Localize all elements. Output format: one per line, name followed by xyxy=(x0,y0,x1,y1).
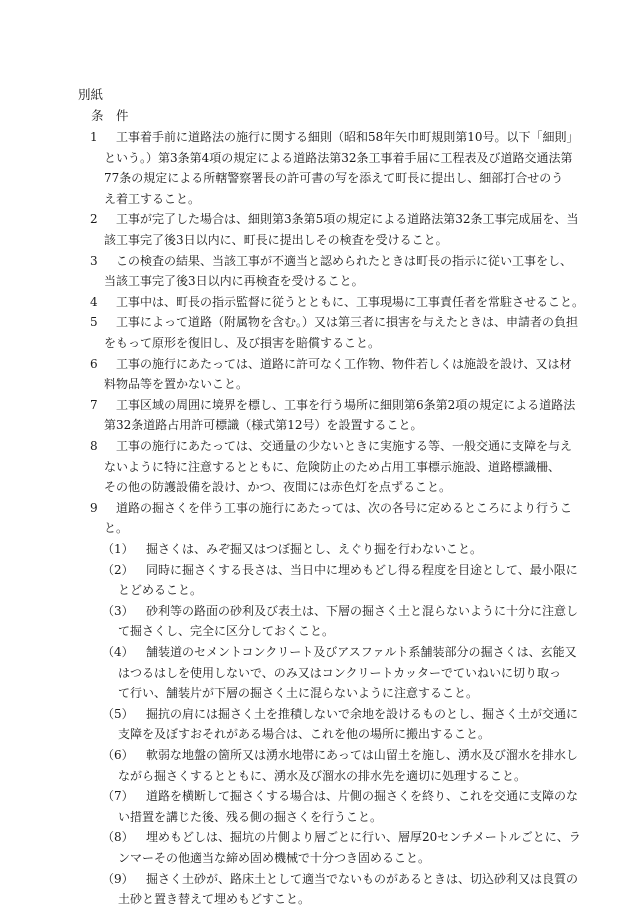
item-text-line: その他の防護設備を設け、かつ、夜間には赤色灯を点ずること。 xyxy=(104,480,452,495)
item-number: 6 xyxy=(90,356,98,371)
subitem-text-line: 同時に掘さくする長さは、当日中に埋めもどし得る程度を目途として、最小限に xyxy=(146,562,578,577)
item-number: 4 xyxy=(90,294,98,309)
item-text-line: 工事の施行にあたっては、交通量の少ないときに実施する等、一般交通に支障を与え xyxy=(116,439,573,453)
item-text-line: という。）第3条第4項の規定による道路法第32条工事着手届に工程表及び道路交通法第 xyxy=(104,150,573,165)
subitem-number: （7） xyxy=(102,789,134,804)
item-text-line: 工事区域の周囲に境界を標し、工事を行う場所に細則第6条第2項の規定による道路法 xyxy=(116,397,576,412)
item-number: 5 xyxy=(90,315,98,330)
subitem-number: （5） xyxy=(102,706,134,721)
item-text-line: 77条の規定による所轄警察署長の許可書の写を添えて町長に提出し、細部打合せのう xyxy=(104,171,564,186)
subitem-text-line: て行い、舗装片が下層の掘さく土に混らないように注意すること。 xyxy=(118,686,479,701)
item-number: 9 xyxy=(90,500,98,515)
attachment-label: 別紙 xyxy=(78,87,104,102)
item-number: 8 xyxy=(90,439,98,453)
conditions-title: 条 件 xyxy=(91,108,129,123)
subitem-number: （1） xyxy=(102,542,134,556)
item-text-line: 工事によって道路（附属物を含む。）又は第三者に損害を与えたときは、申請者の負担 xyxy=(116,315,579,330)
subitem-number: （9） xyxy=(102,871,134,886)
subitem-text-line: 軟弱な地盤の箇所又は湧水地帯にあっては山留土を施し、湧水及び溜水を排水し xyxy=(146,748,578,762)
subitem-text-line: はつるはしを使用しないで、のみ又はコンクリートカッターでていねいに切り取っ xyxy=(118,665,562,680)
subitem-text-line: とどめること。 xyxy=(118,583,203,598)
item-text-line: をもって原形を復旧し、及び損害を賠償すること。 xyxy=(104,336,381,350)
subitem-text-line: 道路を横断して掘さくする場合は、片側の掘さくを終り、これを交通に支障のな xyxy=(146,789,579,804)
subitem-text-line: 砂利等の路面の砂利及び表土は、下層の掘さく土と混らないように十分に注意し xyxy=(146,603,579,618)
item-text-line: この検査の結果、当該工事が不適当と認められたときは町長の指示に従い工事をし、 xyxy=(116,253,573,268)
item-number: 7 xyxy=(90,397,98,412)
item-text-line: 工事の施行にあたっては、道路に許可なく工作物、物件若しくは施設を設け、又は材 xyxy=(116,356,572,371)
subitem-text-line: 掘さくは、みぞ掘又はつぼ掘とし、えぐり掘を行わないこと。 xyxy=(146,542,483,556)
subitem-text-line: ンマーその他適当な締め固め機械で十分つき固めること。 xyxy=(118,851,431,865)
item-number: 3 xyxy=(90,253,98,268)
item-text-line: 工事着手前に道路法の施行に関する細則（昭和58年矢巾町規則第10号。以下「細則」 xyxy=(116,130,579,144)
subitem-number: （8） xyxy=(102,830,134,845)
item-text-line: 当該工事完了後3日以内に再検査を受けること。 xyxy=(104,274,364,289)
subitem-number: （6） xyxy=(102,748,134,762)
item-text-line: 該工事完了後3日以内に、町長に提出しその検査を受けること。 xyxy=(104,233,448,247)
subitem-text-line: 掘抗の肩には掘さく土を推積しないで余地を設けるものとし、掘さく土が交通に xyxy=(146,706,579,721)
subitem-number: （4） xyxy=(102,645,134,659)
subitem-number: （3） xyxy=(102,603,134,618)
subitem-text-line: 埋めもどしは、掘坑の片側より層ごとに行い、層厚20センチメートルごとに、ラ xyxy=(146,830,581,845)
subitem-text-line: ながら掘さくするとともに、湧水及び溜水の排水先を適切に処理すること。 xyxy=(118,768,527,783)
item-text-line: ないように特に注意するとともに、危険防止のため占用工事標示施設、道路標識柵、 xyxy=(104,459,561,474)
item-text-line: え着工すること。 xyxy=(104,191,201,206)
item-text-line: 第32条道路占用許可標識（様式第12号）を設置すること。 xyxy=(104,418,423,433)
item-text-line: 料物品等を置かないこと。 xyxy=(104,377,249,392)
item-text-line: 工事が完了した場合は、細則第3条第5項の規定による道路法第32条工事完成届を、当 xyxy=(116,212,579,227)
item-text-line: 道路の掘さくを伴う工事の施行にあたっては、次の各号に定めるところにより行うこ xyxy=(116,500,573,515)
subitem-text-line: 支障を及ぼすおそれがある場合は、これを他の場所に搬出すること。 xyxy=(118,727,491,742)
subitem-text-line: い措置を講じた後、残る側の掘さくを行うこと。 xyxy=(118,809,383,824)
item-number: 1 xyxy=(90,130,98,144)
subitem-text-line: 舗装道のセメントコンクリート及びアスファルト系舗装部分の掘さくは、玄能又 xyxy=(146,645,577,659)
subitem-text-line: て掘さくし、完全に区分しておくこと。 xyxy=(118,624,335,639)
subitem-text-line: 掘さく土砂が、路床土として適当でないものがあるときは、切込砂利又は良質の xyxy=(146,871,579,886)
subitem-number: （2） xyxy=(102,562,134,577)
item-text-line: 工事中は、町長の指示監督に従うとともに、工事現場に工事責任者を常駐させること。 xyxy=(116,294,585,309)
item-text-line: と。 xyxy=(104,521,129,536)
subitem-text-line: 土砂と置き替えて埋めもどすこと。 xyxy=(118,892,311,907)
item-number: 2 xyxy=(90,212,98,227)
